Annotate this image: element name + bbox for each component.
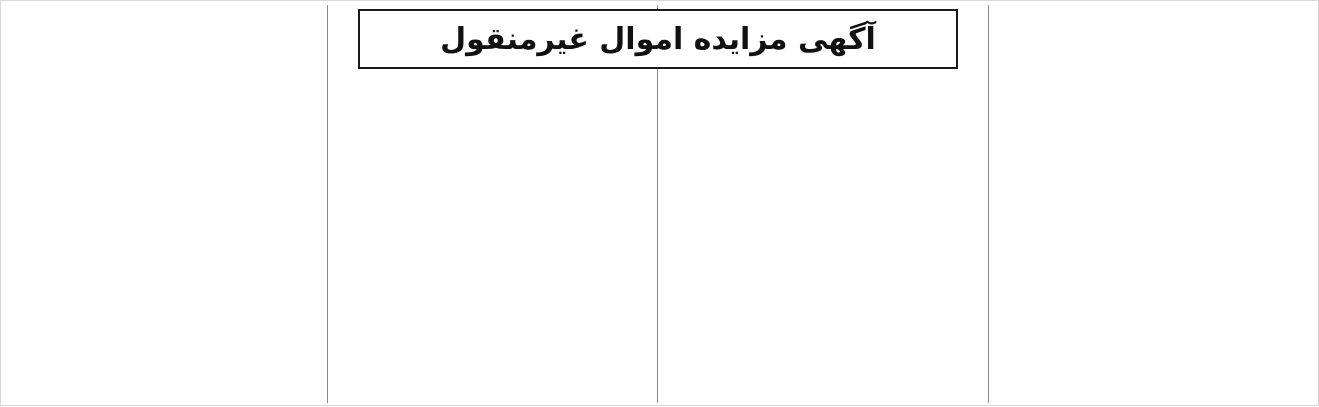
notice-column-1	[990, 1, 1318, 407]
headline-box	[358, 9, 958, 69]
page-title: آگهی مزایده اموال غیرمنقول	[440, 21, 876, 57]
column-divider	[327, 5, 328, 403]
notice-column-4	[1, 1, 327, 407]
column-divider	[988, 5, 989, 403]
